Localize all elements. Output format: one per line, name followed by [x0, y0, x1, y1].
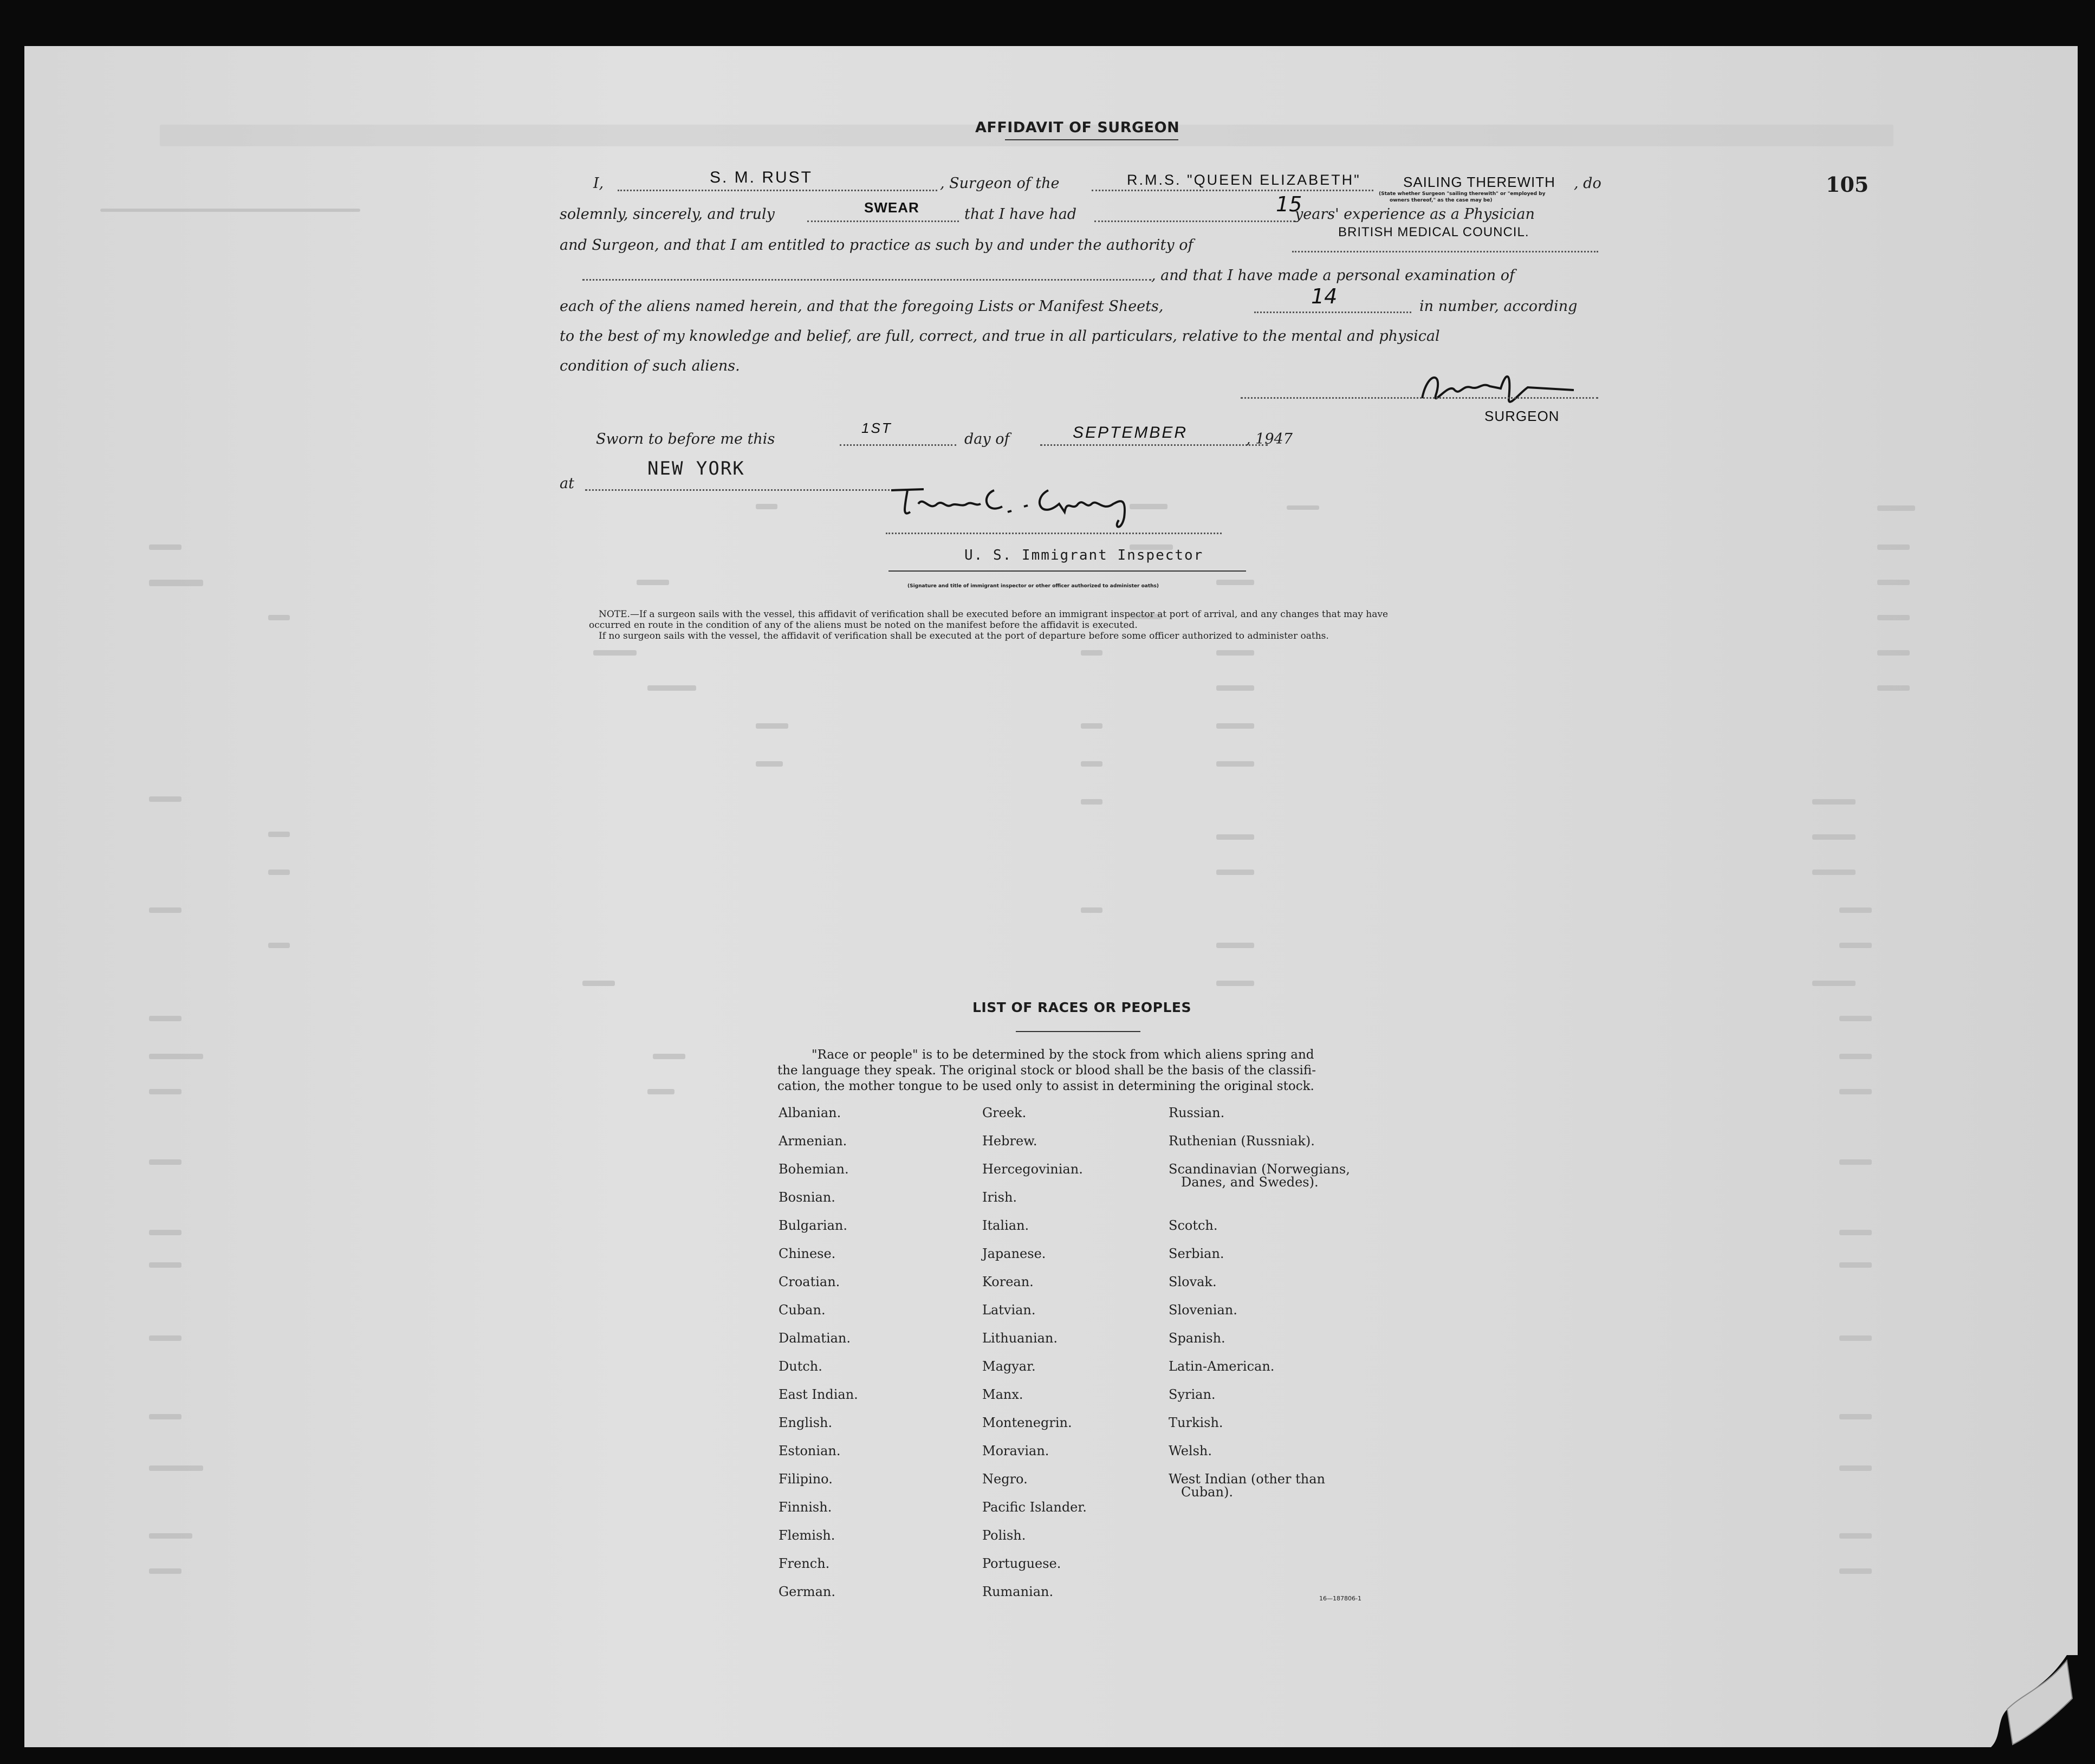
- race-item: Turkish.: [1169, 1415, 1223, 1430]
- race-item: Syrian.: [1169, 1387, 1216, 1402]
- line3-authority: and Surgeon, and that I am entitled to practice as such by and under the authority of: [560, 237, 1194, 254]
- title-underline: [1005, 139, 1178, 140]
- race-item: Bulgarian.: [779, 1218, 847, 1233]
- ship-name: R.M.S. "QUEEN ELIZABETH": [1127, 172, 1361, 188]
- authority-line-cont: [582, 279, 1151, 281]
- race-item: Magyar.: [982, 1359, 1036, 1374]
- line2-solemnly: solemnly, sincerely, and truly: [560, 206, 775, 223]
- state-note-1: (State whether Surgeon "sailing therewith" or "employed by: [1379, 191, 1546, 197]
- line1-surgeon-of: , Surgeon of the: [940, 175, 1060, 192]
- note-line-2: occurred en route in the condition of any of the aliens must be noted on the manifest before the affidavit is executed.: [589, 620, 1138, 631]
- race-item: French.: [779, 1556, 830, 1571]
- races-intro-2: the language they speak. The original stock or blood shall be the basis of the classifi-: [777, 1063, 1316, 1078]
- inspector-title: U. S. Immigrant Inspector: [964, 547, 1204, 563]
- race-item: German.: [779, 1584, 835, 1599]
- oath-word: SWEAR: [864, 199, 919, 216]
- years-value: 15: [1276, 192, 1302, 216]
- race-item: Italian.: [982, 1218, 1029, 1233]
- line7-condition: condition of such aliens.: [560, 358, 740, 374]
- race-item: Montenegrin.: [982, 1415, 1072, 1430]
- race-item-cont: Danes, and Swedes).: [1181, 1175, 1319, 1190]
- race-item: Latvian.: [982, 1302, 1036, 1318]
- place-value: NEW YORK: [647, 458, 745, 479]
- form-code: 16—187806-1: [1319, 1595, 1361, 1602]
- race-item: Hebrew.: [982, 1133, 1037, 1149]
- month-line: [1040, 444, 1268, 446]
- race-item: Scandinavian (Norwegians,: [1169, 1162, 1350, 1177]
- race-item: Portuguese.: [982, 1556, 1061, 1571]
- inspector-note: (Signature and title of immigrant inspector or other officer authorized to administer oaths): [907, 583, 1159, 589]
- race-item: Manx.: [982, 1387, 1023, 1402]
- race-item: Armenian.: [779, 1133, 847, 1149]
- oath-line: [807, 220, 959, 222]
- race-item: English.: [779, 1415, 833, 1430]
- races-intro-3: cation, the mother tongue to be used only to assist in determining the original stock.: [777, 1079, 1314, 1093]
- race-item: Finnish.: [779, 1500, 832, 1515]
- sworn-year: , 1947: [1246, 431, 1293, 448]
- race-item: Russian.: [1169, 1105, 1225, 1120]
- sworn-month: SEPTEMBER: [1073, 424, 1188, 442]
- line2-had: that I have had: [964, 206, 1077, 223]
- line2-experience: years' experience as a Physician: [1295, 206, 1535, 223]
- state-note-2: owners thereof," as the case may be): [1390, 198, 1493, 203]
- document-page: [24, 46, 2078, 1747]
- race-item: Rumanian.: [982, 1584, 1054, 1599]
- race-item: Pacific Islander.: [982, 1500, 1087, 1515]
- years-line: [1094, 220, 1295, 222]
- authority-value: BRITISH MEDICAL COUNCIL.: [1338, 225, 1529, 239]
- inspector-signature-line: [886, 533, 1222, 534]
- race-item: Irish.: [982, 1190, 1017, 1205]
- surgeon-signature: [1411, 366, 1585, 414]
- race-item: Ruthenian (Russniak).: [1169, 1133, 1315, 1149]
- sworn-day: 1ST: [861, 420, 892, 436]
- surgeon-label: SURGEON: [1484, 408, 1560, 424]
- races-title-underline: [1016, 1031, 1140, 1032]
- note-line-1: NOTE.—If a surgeon sails with the vessel, this affidavit of verification shall be executed before an immigrant inspector at port of arrival, and any changes that may have: [599, 609, 1389, 620]
- races-title: LIST OF RACES OR PEOPLES: [972, 1000, 1191, 1015]
- race-item: Polish.: [982, 1528, 1026, 1543]
- races-intro-1: "Race or people" is to be determined by the stock from which aliens spring and: [812, 1048, 1314, 1062]
- race-item: West Indian (other than: [1169, 1471, 1325, 1487]
- race-item: Chinese.: [779, 1246, 836, 1261]
- line1-prefix: I,: [593, 175, 604, 192]
- curled-corner: [1991, 1655, 2078, 1747]
- line1-do: , do: [1574, 175, 1601, 192]
- race-item: Japanese.: [982, 1246, 1046, 1261]
- race-item: Dalmatian.: [779, 1331, 851, 1346]
- race-item: Flemish.: [779, 1528, 835, 1543]
- ship-line: [1092, 190, 1373, 191]
- race-item: Cuban.: [779, 1302, 826, 1318]
- race-item: Slovenian.: [1169, 1302, 1237, 1318]
- inspector-title-rule: [888, 570, 1246, 572]
- line4-examination: , and that I have made a personal examination of: [1151, 267, 1515, 284]
- sailing-status: SAILING THEREWITH: [1403, 174, 1555, 190]
- at-label: at: [560, 475, 574, 492]
- race-item-cont: Cuban).: [1181, 1484, 1233, 1500]
- sworn-day-of: day of: [964, 431, 1010, 448]
- surgeon-name-line: [618, 190, 937, 191]
- affidavit-title: AFFIDAVIT OF SURGEON: [975, 119, 1180, 136]
- sheets-value: 14: [1311, 284, 1338, 308]
- race-item: Spanish.: [1169, 1331, 1225, 1346]
- place-line: [585, 489, 910, 491]
- sheets-line: [1254, 312, 1411, 313]
- race-item: Welsh.: [1169, 1443, 1212, 1458]
- inspector-signature: [886, 474, 1168, 534]
- authority-line: [1292, 251, 1598, 252]
- race-item: Latin-American.: [1169, 1359, 1275, 1374]
- race-item: Slovak.: [1169, 1274, 1217, 1289]
- line6-knowledge: to the best of my knowledge and belief, are full, correct, and true in all particulars, relative to the mental and physical: [560, 328, 1440, 345]
- surgeon-name: S. M. RUST: [710, 168, 813, 186]
- surgeon-signature-line: [1241, 397, 1598, 399]
- race-item: East Indian.: [779, 1387, 858, 1402]
- race-item: Negro.: [982, 1471, 1028, 1487]
- race-item: Serbian.: [1169, 1246, 1224, 1261]
- note-line-3: If no surgeon sails with the vessel, the affidavit of verification shall be executed at the port of departure before some officer authorized to administer oaths.: [599, 631, 1329, 641]
- race-item: Moravian.: [982, 1443, 1049, 1458]
- line5-aliens: each of the aliens named herein, and that the foregoing Lists or Manifest Sheets,: [560, 298, 1164, 315]
- race-item: Bohemian.: [779, 1162, 849, 1177]
- race-item: Croatian.: [779, 1274, 840, 1289]
- race-item: Lithuanian.: [982, 1331, 1058, 1346]
- race-item: Albanian.: [779, 1105, 841, 1120]
- race-item: Estonian.: [779, 1443, 841, 1458]
- race-item: Korean.: [982, 1274, 1034, 1289]
- race-item: Dutch.: [779, 1359, 822, 1374]
- race-item: Scotch.: [1169, 1218, 1218, 1233]
- day-line: [840, 444, 956, 446]
- race-item: Greek.: [982, 1105, 1027, 1120]
- race-item: Bosnian.: [779, 1190, 835, 1205]
- race-item: Filipino.: [779, 1471, 833, 1487]
- line5-number: in number, according: [1419, 298, 1578, 315]
- race-item: Hercegovinian.: [982, 1162, 1083, 1177]
- page-number: 105: [1826, 172, 1869, 197]
- sworn-prefix: Sworn to before me this: [596, 431, 775, 448]
